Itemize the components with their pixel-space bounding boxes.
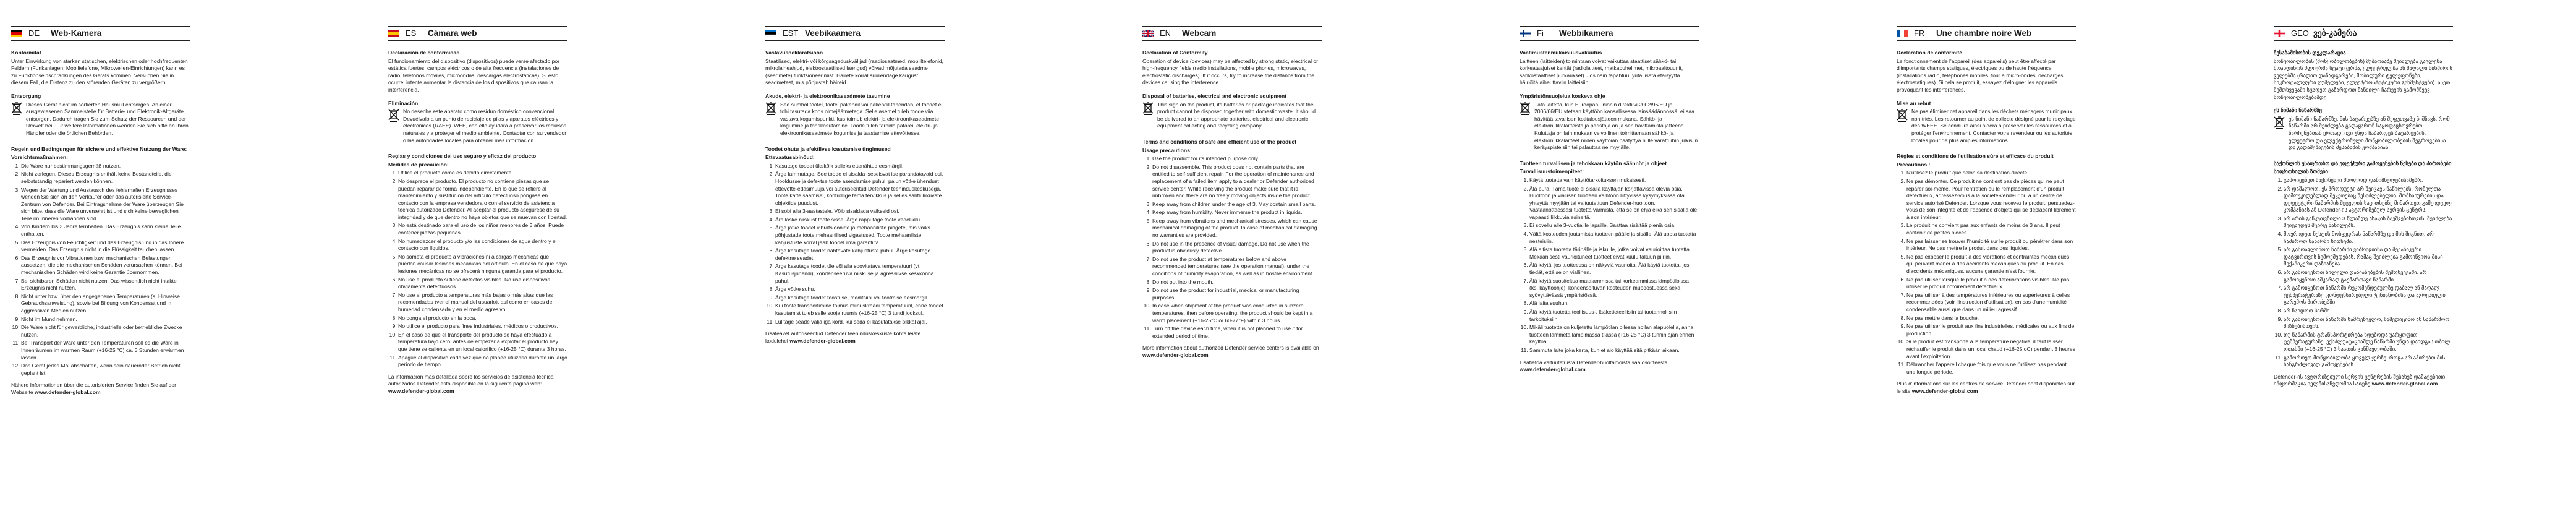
precaution-item: 4. Ära laske niiskust toote sisse. Ärge rapputage toote vedelikku. — [775, 217, 945, 224]
product-title: Webbikamera — [1559, 28, 1613, 38]
language-code: FR — [1914, 28, 1925, 38]
precaution-item: 4. Von Kindern bis 3 Jahre fernhalten. Das Erzeugnis kann kleine Teile enthalten. — [21, 223, 190, 238]
precaution-item: 6. Älä käytä, jos tuotteessa on näkyviä vaurioita. Älä käytä tuotetta, jos tiedät, että se on viallinen. — [1529, 262, 1699, 276]
website-link[interactable]: www.defender-global.com — [388, 387, 454, 394]
precaution-item: 1. N'utilisez le produit que selon sa destination directe. — [1906, 169, 2076, 177]
precaution-item: 3. No está destinado para el uso de los niños menores de 3 años. Puede contener piezas pequeñas. — [398, 222, 567, 236]
disposal-heading: Entsorgung — [11, 92, 41, 99]
precaution-item: 7. Ne pas utiliser à des températures inférieures ou supérieures à celles recommandées (voir l'instruction d'utilisation), en cas d'une humidité condensable aussi que dans un milieu agressif. — [1906, 292, 2076, 314]
precaution-item: 6. Ne pas utiliser lorsque le produit a des détériorations visibles. Ne pas utiliser le produit notoirement défectueux. — [1906, 277, 2076, 291]
precaution-item: 4. No humedezcer el producto y/o las condiciones de agua dentro y el contacto con líquidos. — [398, 238, 567, 252]
footer-note — [1142, 345, 1322, 359]
precautions-list — [11, 163, 190, 377]
conformity-heading: Vaatimustenmukaisuusvakuutus — [1520, 49, 1602, 56]
precaution-item: 11. Turn off the device each time, when it is not planned to use it for extended period of time. — [1152, 325, 1322, 340]
precaution-item: 10. თუ ნაწარმის ტრანსპორტირება ხდებოდა უარყოფით ტემპერატურაზე, ექსპლუატაციამდე ნაწარმი უნდა დაიდგას თბილ ოთახში (+16-25 °C) 3 საათის განმავლობაში. — [2284, 332, 2453, 353]
disposal-heading: ეს ნიშანი ნაწარმზე — [2274, 107, 2322, 114]
precaution-item: 10. Die Ware nicht für gewerbliche, industrielle oder betriebliche Zwecke nutzen. — [21, 324, 190, 338]
crossed-out-bin-icon — [765, 101, 776, 118]
conformity-heading: Declaration of Conformity — [1142, 49, 1208, 56]
footer-text: Lisätietoa valtuutetuista Defender-huoltamoista saa osoitteesta — [1520, 359, 1668, 366]
column-header — [2274, 26, 2453, 41]
disposal-text: Dieses Gerät nicht im sortierten Hausmüll entsorgen. An einer ausgewiesenen Sammelstelle für Batterie- und Elektronik-Altgeräte entsorgen. Dadurch tragen Sie zum Schutz der Ressourcen und der Umwelt bei. Für weitere Informationen wenden Sie sich bitte an Ihren Händler oder die örtlichen Behörden. — [26, 101, 189, 136]
precaution-item: 3. Le produit ne convient pas aux enfants de moins de 3 ans. Il peut contenir de petites pièces. — [1906, 222, 2076, 236]
disposal-text: This sign on the product, its batteries or package indicates that the product cannot be disposed together with domestic waste. It should be delivered to an appropriate batteries, electrical and electronic equipment collecting and recycling company. — [1157, 101, 1316, 129]
language-code: DE — [28, 28, 40, 38]
precaution-item: 7. Do not use the product at temperatures below and above recommended temperatures (see the operation manual), under the conditions of humidity evaporation, as well as in hostile environment. — [1152, 256, 1322, 278]
precaution-item: 11. Lülitage seade välja iga kord, kui seda ei kasutatakse pikkal ajal. — [775, 319, 945, 326]
disposal-block — [1142, 101, 1322, 132]
product-title: Veebikaamera — [805, 28, 861, 38]
precaution-item: 5. No someta el producto a vibraciones ni a cargas mecánicas que puedan causar lesiones mecánicas del artículo. En el caso de que haya lesiones mecánicas no se ofrecerá ninguna garantía para el producto. — [398, 254, 567, 275]
precaution-item: 9. No utilice el producto para fines industriales, médicos o productivos. — [398, 323, 567, 330]
disposal-heading: Mise au rebut — [1897, 100, 1931, 106]
footer-text: La información más detallada sobre los servicios de asistencia técnica autorizados Defender está disponible en la siguiente página web: — [388, 373, 554, 387]
precaution-item: 11. Débrancher l'appareil chaque fois que vous ne l'utilisez pas pendant une longue période. — [1906, 361, 2076, 375]
precaution-item: 7. Ärge kasutage toodet üle või alla soovitatava temperatuuri (vt. Kasutusjuhendi), kondenseeruva niiskuse ja agressiivse keskkonna puhul. — [775, 263, 945, 285]
product-title: Webcam — [1182, 28, 1217, 38]
precaution-item: 9. Do not use the product for industrial, medical or manufacturing purposes. — [1152, 287, 1322, 301]
crossed-out-bin-icon — [11, 101, 22, 118]
precaution-item: 3. არ არის განკუთვნილი 3 წლამდე ასაკის ბავშვებისთვის. შეიძლება შეიცავდეს მცირე ნაწილებს. — [2284, 215, 2453, 229]
conformity-heading: შესაბამისობის დეკლარაცია — [2274, 49, 2346, 56]
precaution-item: 4. მოერიდეთ ნესტის მოხვედრას ნაწარმზე და მის შიგნით. არ ჩაძიროთ ნაწარმი სითხეში. — [2284, 231, 2453, 245]
precaution-item: 10. In case when shipment of the product was conducted in subzero temperatures, then before operating, the product should be kept in a warm placement (+16-25°C or 60-77°F) within 3 hours. — [1152, 302, 1322, 324]
language-code: EST — [783, 28, 799, 38]
language-column-est — [765, 26, 945, 515]
precaution-item: 1. Utilice el producto como es debido directamente. — [398, 169, 567, 177]
rules-heading: Tuotteen turvallisen ja tehokkaan käytön säännöt ja ohjeet — [1520, 160, 1667, 166]
conformity-heading: Vastavusdeklaratsioon — [765, 49, 823, 56]
rules-heading: Regeln und Bedingungen für sichere und effektive Nutzung der Ware: — [11, 145, 187, 152]
precaution-item: 5. არ გამოავლინოთ ნაწარმი ვიბრაციისა და მექანიკური დატვირთვის ზემოქმედებას, რამაც შეიძლება გამოიწვიოს მისი მექანიკური დაზიანება. — [2284, 246, 2453, 268]
precaution-item: 4. Vältä kosteuden joutumista tuotteen päälle ja sisälle. Älä upota tuotetta nesteisiin. — [1529, 231, 1699, 245]
disposal-block — [1897, 108, 2076, 147]
product-title: Une chambre noire Web — [1936, 28, 2032, 38]
precaution-item: 7. Bei sichtbaren Schäden nicht nutzen. Das wissentlich nicht intakte Erzeugnis nicht nutzen. — [21, 278, 190, 292]
precautions-list — [388, 169, 567, 368]
conformity-text: Operation of device (devices) may be affected by strong static, electrical or high-frequency fields (radio installations, mobile phones, microwaves, electrostatic discharges). If it occurs, try to increase the distance from the devices causing the interference. — [1142, 58, 1319, 86]
precaution-item: 2. Ärge lammutage. See toode ei sisalda iseseisvat ise parandatavaid osi. Hooldusse ja defektse toote asendamise puhul, palun võtke ühendust ettevõtte-edasimüüja või autoriseeritud Defender teeninduskeskusega. Toote kätte saamisel, kontrollige tema tervikkus ja selles sahtli liikuvate objektide puudust. — [775, 171, 945, 207]
language-column-es — [388, 26, 567, 515]
footer-text: Lisateavet autoriseeritud Defender teeninduskeskuste kohta leiate kodulehel — [765, 330, 921, 344]
product-title: Web-Kamera — [51, 28, 102, 38]
footer-text: Nähere Informationen über die autorisierten Service finden Sie auf der Webseite — [11, 382, 177, 395]
precautions-heading: სიფრთხილის ზომები: — [2274, 168, 2330, 175]
disposal-block — [11, 101, 190, 140]
precaution-item: 1. Use the product for its intended purpose only. — [1152, 155, 1322, 163]
footer-text: Defender-ის ავტორიზებული სერვის ცენტრების შესახებ დამატებითი ინფორმაცია ხელმისაწვდომია საიტზე — [2274, 373, 2446, 387]
footer-text: More information about authorized Defender service centers is available on — [1142, 345, 1319, 351]
precaution-item: 7. No use el producto a temperaturas más bajas o más altas que las recomendadas (ver el manual del usuario), así como en casos de humedad condensada y en el medio agresivo. — [398, 292, 567, 314]
flag-gb-icon — [1142, 30, 1154, 37]
precaution-item: 9. Nicht im Mund nehmen. — [21, 316, 190, 324]
crossed-out-bin-icon — [1142, 101, 1154, 118]
precaution-item: 2. No desprece el producto. El producto no contiene piezas que se puedan reparar de forma independiente. En lo que se refiere al mantenimiento y sustitución del artículo defectuoso póngase en contacto con la empresa vendedora o con el servicio de asistencia técnica autorizado Defender. Al aceptar el producto asegúrese de su integridad y de que dentro no haya objetos que se muevan con libertad. — [398, 178, 567, 221]
precaution-item: 7. Älä käytä suositeltua matalammissa tai korkeammissa lämpötiloissa (ks. käyttöohje), kondensoituvan kosteuden muodostuessa sekä syövyttävässä ympäristössä. — [1529, 278, 1699, 299]
precaution-item: 3. Wegen der Wartung und Austausch des fehlerhaften Erzeugnisses wenden Sie sich an den Verkäufer oder das autorisierte Service-Zentrum von Defender. Bei Eintragsnahme der Ware überzeugen Sie sich bitte, dass die Ware unversehrt ist und sich keine beweglichen Teile im Inneren vorhanden sind. — [21, 187, 190, 223]
precaution-item: 6. Das Erzeugnis vor Vibrationen bzw. mechanischen Belastungen aussetzen, die die mechanischen Schäden verursachen können. Bei mechanischen Schäden wird keine Garantie übernommen. — [21, 255, 190, 277]
precautions-heading: Usage precautions: — [1142, 147, 1192, 153]
precaution-item: 8. არ ჩაიდოთ პირში. — [2284, 307, 2453, 315]
column-header — [1897, 26, 2076, 41]
disposal-block — [1520, 101, 1699, 154]
flag-ge-icon — [2274, 30, 2285, 37]
language-column-fr — [1897, 26, 2076, 515]
precaution-item: 10. En el caso de que el transporte del producto se haya efectuado a temperatura bajo cero, antes de empezar a explotar el producto hay que tiene se calienta en un local calorífico (+16-25 °C) durante 3 horas. — [398, 332, 567, 353]
footer-note — [388, 374, 567, 395]
language-column-fi — [1520, 26, 1699, 515]
disposal-block — [765, 101, 945, 140]
precaution-item: 2. Ne pas démonter. Ce produit ne contient pas de pièces qui ne peut réparer soi-même. Pour l'entretien ou le remplacement d'un produit défectueux, adressez-vous à la société-vendeur ou à un centre de service autorisé Defender. Lorsque vous recevez le produit, persuadez-vous de son intégrité et de l'absence d'objets qui se déplacent librement à son intérieur. — [1906, 178, 2076, 221]
language-code: ES — [406, 28, 417, 38]
precaution-item: 8. Do not put into the mouth. — [1152, 279, 1322, 286]
precaution-item: 5. Älä altista tuotetta tärinälle ja iskuille, jotka voivat vaurioittaa tuotetta. Mekaanisesti vaurioituneet tuotteet eivät kuulu takuun piiriin. — [1529, 246, 1699, 260]
precaution-item: 6. არ გამოიყენოთ ხილული დაზიანებების შემთხვევაში. არ გამოიყენოთ აშკარად გაუმართავი ნაწარმი. — [2284, 269, 2453, 283]
precaution-item: 8. Älä laita suuhun. — [1529, 300, 1699, 307]
disposal-block — [2274, 116, 2453, 154]
footer-text: Plus d'informations sur les centres de service Defender sont disponibles sur le site — [1897, 380, 2075, 394]
footer-note — [765, 330, 945, 345]
precaution-item: 8. Ne pas mettre dans la bouche. — [1906, 315, 2076, 322]
website-link[interactable]: www.defender-global.com — [2371, 380, 2438, 387]
disposal-text: No deseche este aparato como residuo doméstico convencional. Devuélvalo a un punto de reciclaje de pilas y aparatos eléctricos y electrónicos (RAEE). WEE, con ello ayudará a preservar los recursos naturales y a proteger el medio ambiente. Contactar con su vendedor o las autoridades locales para obtener más información. — [403, 108, 567, 144]
disposal-heading: Disposal of batteries, electrical and electronic equipment — [1142, 92, 1287, 99]
column-header — [765, 26, 945, 41]
precaution-item: 3. Keep away from children under the age of 3. May contain small parts. — [1152, 201, 1322, 208]
conformity-text: მოწყობილობის (მოწყობილობების) მუშაობაზე შეიძლება გავლენა მოახდინოს ძლიერმა სტატიკურმა, ელექტრულმა ან მაღალი სიხშირის ველებმა (რადიო დანადგარები, მობილური ტელეფონები, მიკროტალღური ღუმელები, ელექტროსტატიკური განმუხტვები). ასეთ შემთხვევაში სცადეთ გაზარდოთ მანძილი ჩარევის გამომწვევ მოწყობილობებამდე. — [2274, 58, 2453, 100]
precaution-item: 8. Ärge võtke suhu. — [775, 286, 945, 293]
precaution-item: 9. Ne pas utiliser le produit aux fins industrielles, médicales ou aux fins de production. — [1906, 323, 2076, 337]
flag-ee-icon — [765, 30, 776, 37]
disposal-text: See sümbol tootel, tootel pakendil või pakendil tähendab, et toodet ei tohi tasutada koos olmejäätmetega. Selle asemel tuleb toode viia vastava kogumispunkti, kus toimub elektri- ja elektroonikaseadmete kogumine ja taaskasutamine. Toode tuleb tarnida patarei, elektri- ja elektroonikaseadmete kogumise ja taastamise ettevõttesse. — [780, 101, 943, 136]
conformity-text: Laitteen (laitteiden) toimintaan voivat vaikuttaa staattiset sähkö- tai korkeataajuiset kentät (radiolaitteet, matkapuhelimet, mikroaaltouunit, sähköstaattiset purkaukset). Jos näin tapahtuu, yritä lisätä etäisyyttä häiriöitä aiheuttaviin laitteisiin. — [1520, 58, 1683, 86]
conformity-heading: Declaración de conformidad — [388, 49, 460, 56]
precaution-item: 1. Die Ware nur bestimmungsgemäß nutzen. — [21, 163, 190, 170]
flag-fi-icon — [1520, 30, 1531, 37]
website-link[interactable]: www.defender-global.com — [1911, 387, 1978, 394]
footer-note — [2274, 374, 2453, 388]
precaution-item: 5. Ne pas exposer le produit à des vibrations et contraintes mécaniques qui peuvent mener à des accidents mécaniques du produit. En cas d'accidents mécaniques, aucune garantie n'est fournie. — [1906, 254, 2076, 275]
precaution-item: 1. Kasutage toodet ükskõik selleks ettenähtud eesmärgil. — [775, 163, 945, 170]
flag-de-icon — [11, 30, 22, 37]
disposal-block — [388, 108, 567, 147]
rules-heading: Terms and conditions of safe and efficient use of the product — [1142, 138, 1297, 145]
footer-note — [11, 382, 190, 396]
flag-fr-icon — [1897, 30, 1908, 37]
precaution-item: 10. Kui toote transportimine toimus miinuskraadi temperatuuril, enne toodet kasutamist tuleb selle sooja ruumis (+16-25 °C) 3 tundi jooksul. — [775, 302, 945, 317]
column-header — [1520, 26, 1699, 41]
precaution-item: 11. Apague el dispositivo cada vez que no planee utilizarlo durante un largo periodo de tiempo. — [398, 354, 567, 369]
column-header — [11, 26, 190, 41]
precaution-item: 10. Mikäli tuotetta on kuljetettu lämpötilan ollessa nollan alapuolella, anna tuotteen lämmetä lämpimässä tilassa (+16-25 °C) 3 tunnin ajan ennen käyttöä. — [1529, 324, 1699, 346]
website-link[interactable]: www.defender-global.com — [1142, 351, 1209, 358]
precaution-item: 3. Ei sobi alla 3-aastastele. Võib sisaldada väikseid osi. — [775, 208, 945, 215]
precaution-item: 2. Nicht zerlegen. Dieses Erzeugnis enthält keine Bestandteile, die selbstständig repariert werden können. — [21, 171, 190, 185]
precaution-item: 3. Ei sovellu alle 3-vuotiaille lapsille. Saattaa sisältää pieniä osia. — [1529, 222, 1699, 229]
precaution-item: 8. No ponga el producto en la boca. — [398, 315, 567, 322]
precaution-item: 4. Keep away from humidity. Never immerse the product in liquids. — [1152, 209, 1322, 217]
language-column-en — [1142, 26, 1322, 515]
precaution-item: 9. Ärge kasutage toodet tööstuse, meditsiini või tootmise eesmärgil. — [775, 294, 945, 302]
precaution-item: 11. Bei Transport der Ware unter den Temperaturen soll es die Ware in Innenräumen im warmen Raum (+16-25 °C) ca. 3 Stunden erwärmen lassen. — [21, 340, 190, 361]
flag-es-icon — [388, 30, 399, 37]
website-link[interactable]: www.defender-global.com — [35, 388, 101, 395]
conformity-heading: Déclaration de conformité — [1897, 49, 1963, 56]
precautions-heading: Turvallisuustoimenpiteet: — [1520, 168, 1584, 175]
column-header — [1142, 26, 1322, 41]
precaution-item: 9. არ გამოიყენოთ ნაწარმი სამრეწველო, სამედიცინო ან საწარმოო მიზნებისთვის. — [2284, 316, 2453, 330]
conformity-text: El funcionamiento del dispositivo (dispositivos) puede verse afectado por estática fuertes, campos eléctricos o de alta frecuencia (instalaciones de radio, teléfonos móviles, microondas, descargas electrostáticas). Si esto ocurre, intente aumentar la distancia de los dispositivos que causan la interferencia. — [388, 58, 560, 93]
precaution-item: 7. არ გამოიყენოთ ნაწარმი რეკომენდებულზე დაბალ ან მაღალ ტემპერატურაზე, კონდენსირებული ტენიანობისა და აგრესიული გარემოს პირობებში. — [2284, 285, 2453, 306]
precaution-item: 2. Älä pura. Tämä tuote ei sisällä käyttäjän korjattavissa olevia osia. Huoltoon ja viallisen tuotteen vaihtoon liittyvissä kysymyksissä ota yhteyttä myyjään tai valtuutettuun Defender-huoltoon. Vastaanottaessasi tuotetta varmista, että se on ehjä eikä sen sisällä ole vapaasti liikkuvia esineitä. — [1529, 186, 1699, 221]
precaution-item: 10. Si le produit est transporté à la température négative, il faut laisser réchauffer le produit dans un local chaud (+16-25 oC) pendant 3 heures avant l'exploitation. — [1906, 338, 2076, 360]
disposal-heading: Ympäristönsuojelua koskeva ohje — [1520, 92, 1605, 99]
precaution-item: 6. Ärge kasutage toodet nähtavate kahjustuste puhul. Ärge kasutage defektne seadet. — [775, 247, 945, 262]
precautions-list — [1897, 169, 2076, 375]
language-column-geo — [2274, 26, 2453, 515]
conformity-text: Unter Einwirkung von starken statischen, elektrischen oder hochfrequenten Feldern (Funkanlagen, Mobiltelefone, Mikrowellen-Einrichtungen) kann es zu Funktionseinschränkungen des Geräts kommen. Versuchen Sie in diesem Fall, die Distanz zu den störenden Geräten zu vergrößern. — [11, 58, 188, 86]
precaution-item: 5. Keep away from vibrations and mechanical stresses, which can cause mechanical damaging of the product. In case of mechanical damaging no warranties are provided. — [1152, 218, 1322, 239]
rules-heading: Toodet ohutu ja efektiivse kasutamise tingimused — [765, 145, 891, 152]
precautions-heading: Ettevaatusabinõud: — [765, 154, 815, 161]
precaution-item: 2. არ დაშალოთ. ეს პროდუქტი არ შეიცავს ნაწილებს, რომელთა დამოუკიდებლად შეკეთებაც შესაძლებელია. მომსახურების და დეფექტური ნაწარმის შეცვლის საკითხებზე მიმართეთ გამყიდველ კომპანიას ან Defender-ის ავტორიზებულ სერვის ცენტრს. — [2284, 186, 2453, 214]
website-link[interactable]: www.defender-global.com — [789, 337, 856, 344]
crossed-out-bin-icon — [1897, 108, 1908, 124]
precaution-item: 6. No use el producto si tiene defectos visibles. No use dispositivos obviamente defectuosos. — [398, 277, 567, 291]
language-code: GEO — [2291, 28, 2309, 38]
language-code: Fi — [1537, 28, 1544, 38]
disposal-text: Ne pas éliminer cet appareil dans les déchets ménagers municipaux non triés. Les retourner au point de collecte désigné pour le recyclage des WEEE. Se conduire ainsi aidera à préserver les ressources et à protéger l'environnement. Contacter votre revendeur ou les autorités locales pour de plus amples informations. — [1911, 108, 2076, 144]
disposal-text: ეს ნიშანი ნაწარმზე, მის ბატარეებზე ან შეფუთვაზე ნიშნავს, რომ ნაწარმი არ შეიძლება გადაყარონ საყოფაცხოვრებო ნარჩენებთან ერთად. იგი უნდა ჩაბარდეს ბატარეების, ელექტრო და ელექტრონული მოწყობილობების შეგროვებისა და გადამუშავების შესაბამის კომპანიას. — [2289, 115, 2450, 151]
precaution-item: 1. გამოიყენეთ საქონელი მხოლოდ დანიშნულებისამებრ. — [2284, 177, 2453, 184]
conformity-heading: Konformität — [11, 49, 41, 56]
precaution-item: 9. Älä käytä tuotetta teollisuus-, lääketieteellisiin tai tuotannollisiin tarkoituksiin. — [1529, 309, 1699, 323]
precaution-item: 12. Das Gerät jedes Mal abschalten, wenn sein dauernder Betrieb nicht geplant ist. — [21, 362, 190, 377]
language-column-de — [11, 26, 190, 515]
product-title: ვებ-კამერა — [2313, 28, 2357, 38]
crossed-out-bin-icon — [1520, 101, 1531, 118]
language-code: EN — [1160, 28, 1171, 38]
conformity-text: Le fonctionnement de l'appareil (des appareils) peut être affecté par d'importants champs statiques, électriques ou de haute fréquence (installations radio, téléphones mobiles, four à micro-ondes, décharges électrostatiques). Si cela se produit, essayez d'éloigner les appareils provoquant les interférences. — [1897, 58, 2064, 93]
precautions-list — [1142, 155, 1322, 340]
precautions-list — [2274, 177, 2453, 369]
rules-heading: Reglas y condiciones del uso seguro y eficaz del producto — [388, 153, 537, 160]
website-link[interactable]: www.defender-global.com — [1520, 366, 1586, 373]
column-header — [388, 26, 567, 41]
precaution-item: 5. Ärge jätke toodet vibratsioonide ja mehaaniliste pingete, mis võiks põhjustada toote mehaanilised vigastused. Toote mehaaniliste kahjustuste korral jääb toodel ilma garantiita. — [775, 225, 945, 246]
rules-heading: Règles et conditions de l'utilisation sûre et efficace du produit — [1897, 153, 2054, 160]
disposal-text: Tätä laitetta, kun Euroopan unionin direktiivi 2002/96/EU ja 2006/66/EU vtetaan käyttöön kansallisessa lainsäädännössä, ei saa hävittää tavallisen kotitalousjätteen mukana. Sähkö- ja elektroniikkalaitteista ja paristoja on ja sen hävittämistä jätteenä. Kuluttaja on lain mukaan velvollinen toimittamaan sähkö- ja elektroniikkalaitteet niiden käyttöiän päätyttyä niille varattuihin julkisiin keräyspisteisiin tai palauttaa ne myyjälle. — [1534, 101, 1698, 151]
crossed-out-bin-icon — [2274, 116, 2285, 132]
rules-heading: საქონლის უსაფრთხო და ეფექტური გამოყენების წესები და პირობები — [2274, 160, 2452, 166]
product-title: Cámara web — [428, 28, 477, 38]
precautions-list — [1520, 177, 1699, 354]
precaution-item: 11. გამორთეთ მოწყობილობა ყოველ ჯერზე, როცა არ აპირებთ მის ხანგრძლივად გამოყენებას. — [2284, 354, 2453, 369]
precautions-heading: Vorsichtsmaßnahmen: — [11, 154, 69, 161]
precautions-heading: Précautions : — [1897, 161, 1931, 168]
precaution-item: 8. Nicht unter bzw. über den angegebenen Temperaturen (s. Hinweise Gebrauchsanweisung), sowie bei Bildung von Kondensat und in aggressiven Medien nutzen. — [21, 293, 190, 315]
precaution-item: 6. Do not use in the presence of visual damage. Do not use when the product is obviously defective. — [1152, 241, 1322, 255]
precaution-item: 4. Ne pas laisser se trouver l'humidité sur le produit ou pénétrer dans son intérieur. Ne pas mettre le produit dans des liquides. — [1906, 238, 2076, 252]
crossed-out-bin-icon — [388, 108, 399, 124]
precautions-heading: Medidas de precaución: — [388, 161, 449, 168]
precaution-item: 1. Käytä tuotetta vain käyttötarkoituksen mukaisesti. — [1529, 177, 1699, 184]
disposal-heading: Eliminación — [388, 100, 419, 106]
precaution-item: 5. Das Erzeugnis von Feuchtigkeit und das Erzeugnis und in das Innere vermeiden. Das Erzeugnis nicht in die Flüssigkeit tauchen lassen. — [21, 239, 190, 254]
conformity-text: Staatilised, elektri- või kõrgsageduskvälijad (raadiosaatmed, mobiiltelefonid, mikrolaineahjud, elektrostaatilised laengud) võivad mõjutada seadme (seadmete) funktsioneerimist. Häirete korral suurendage kaugust seadmetest, mis põhjustab häireid. — [765, 58, 944, 86]
precautions-list — [765, 163, 945, 325]
precaution-item: 2. Do not disassemble. This product does not contain parts that are entitled to self-sufficient repair. For the operation of maintenance and replacement of a failed item apply to a dealer or Defender authorized service center. While receiving the product make sure that it is unbroken and there are no freely moving objects inside the product. — [1152, 164, 1322, 200]
disposal-heading: Akude, elektri- ja elektroonikaseadmete tasumine — [765, 92, 890, 99]
footer-note — [1520, 359, 1699, 374]
footer-note — [1897, 380, 2076, 395]
precaution-item: 11. Sammuta laite joka kerta, kun et aio käyttää sitä pitkään aikaan. — [1529, 347, 1699, 354]
